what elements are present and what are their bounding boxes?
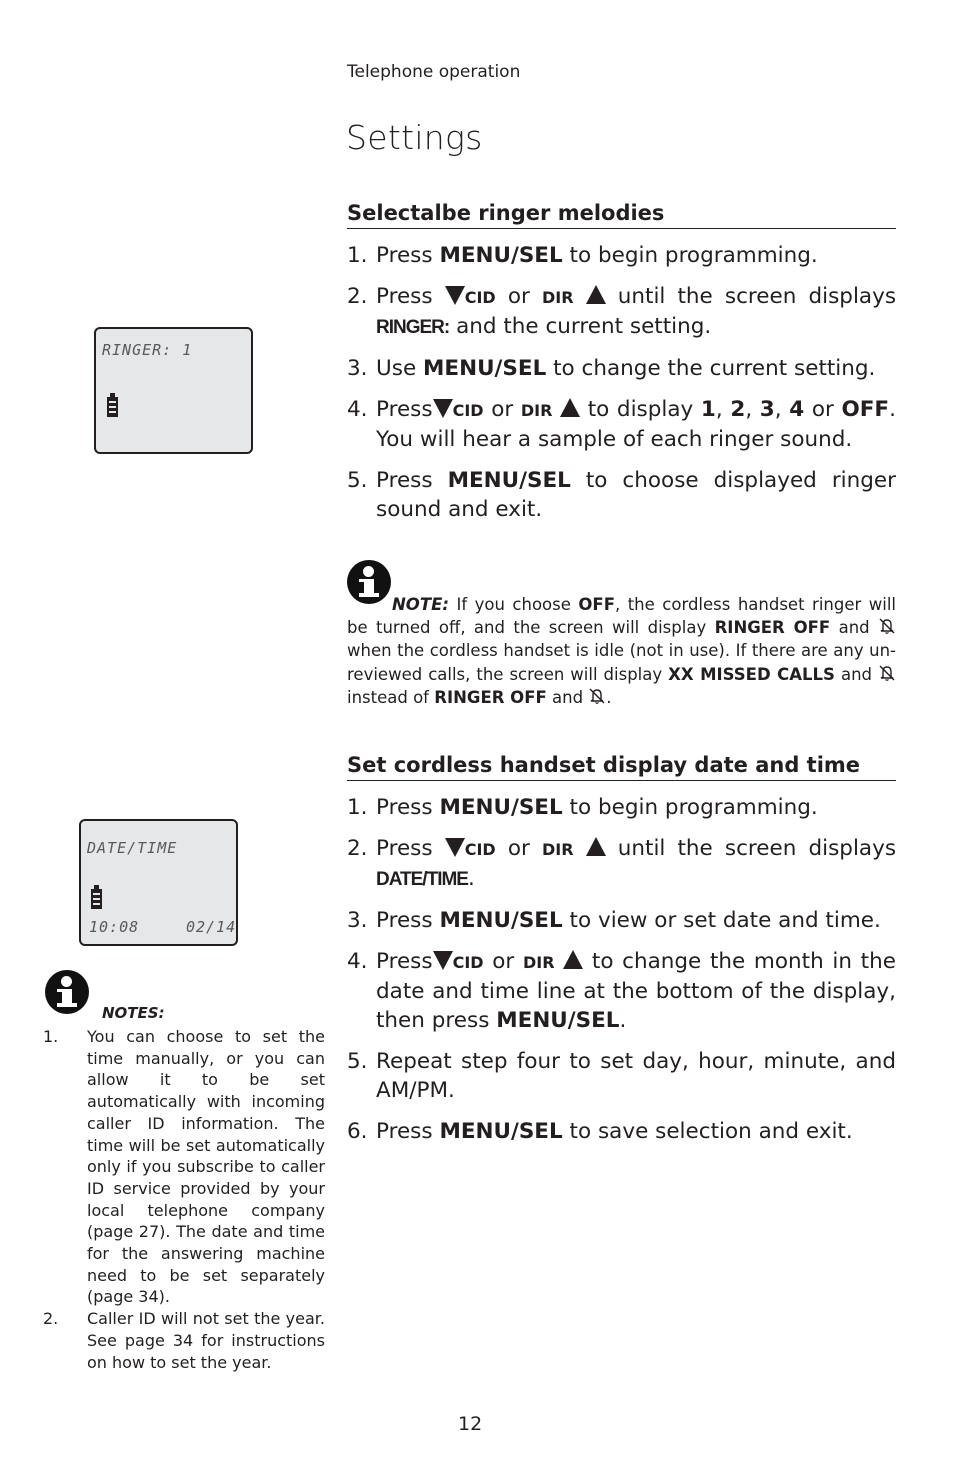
dir-key: DIR [541, 288, 574, 307]
cid-key: CID [464, 288, 496, 307]
ringer-section-heading: Selectalbe ringer melodies [347, 201, 896, 229]
up-arrow-icon [560, 398, 580, 417]
date-step-4: 4. Press CID or DIR to change the month in the date and time line at the bottom of the display, then press MENU/SEL. [347, 949, 896, 1033]
lcd-date-time-display [79, 819, 238, 946]
date-step-1: 1. Press MENU/SEL to begin programming. [347, 795, 818, 820]
ringer-step-4: 4. Press CID or DIR to display 1, 2, 3, 4 or OFF. You will hear a sample of each ringer sound. [347, 397, 896, 452]
down-arrow-icon [433, 951, 453, 970]
up-arrow-icon [563, 950, 583, 969]
cid-key: CID [452, 401, 484, 420]
date-step-3: 3. Press MENU/SEL to view or set date and time. [347, 908, 881, 933]
lcd-date: 02/14 [186, 918, 237, 936]
notes-label: NOTES: [102, 1004, 165, 1022]
ringer-off-icon [878, 664, 896, 682]
down-arrow-icon [445, 838, 465, 857]
cid-key: CID [464, 840, 496, 859]
ringer-step-2: 2. Press CID or DIR until the screen displays RINGER: and the current setting. [347, 284, 897, 339]
ringer-step-5: 5. Press MENU/SEL to choose displayed ringer sound and exit. [347, 468, 896, 522]
down-arrow-icon [433, 399, 453, 418]
menu-sel-key: MENU/SEL [439, 795, 563, 820]
ringer-step-3: 3. Use MENU/SEL to change the current setting. [347, 356, 876, 381]
ringer-off-icon [878, 617, 896, 635]
up-arrow-icon [586, 837, 606, 856]
battery-icon [107, 397, 118, 417]
menu-sel-key: MENU/SEL [439, 1119, 563, 1144]
date-section-heading: Set cordless handset display date and time [347, 753, 896, 781]
down-arrow-icon [445, 286, 465, 305]
dir-key: DIR [522, 953, 555, 972]
date-step-6: 6. Press MENU/SEL to save selection and exit. [347, 1119, 853, 1144]
menu-sel-key: MENU/SEL [447, 468, 571, 493]
page-number: 12 [458, 1413, 483, 1435]
menu-sel-key: MENU/SEL [496, 1008, 620, 1033]
menu-sel-key: MENU/SEL [439, 243, 563, 268]
page-title: Settings [346, 118, 483, 157]
screen-word-date-time: DATE/TIME [376, 869, 468, 890]
info-icon [45, 970, 89, 1014]
note-item: 2. Caller ID will not set the year. See page 34 for instructions on how to set the year. [43, 1309, 325, 1372]
lcd-date-time-line: DATE/TIME [87, 839, 178, 857]
dir-key: DIR [541, 840, 574, 859]
lcd-time: 10:08 [89, 918, 140, 936]
notes-list [43, 1026, 325, 1373]
menu-sel-key: MENU/SEL [439, 908, 563, 933]
date-steps-list [347, 793, 896, 1158]
running-header: Telephone operation [347, 62, 521, 82]
menu-sel-key: MENU/SEL [423, 356, 547, 381]
battery-icon [91, 889, 102, 909]
ringer-note: NOTE: If you choose OFF, the cordless handset ringer will be turned off, and the screen will display RINGER OFF and when the cordless handset is idle (not in use). If there are any un-reviewed calls, the screen will display XX MISSED CALLS and instead of RINGER OFF and . [347, 595, 897, 707]
lcd-ringer-display [94, 327, 253, 454]
cid-key: CID [452, 953, 484, 972]
up-arrow-icon [586, 285, 606, 304]
screen-word-ringer: RINGER: [376, 317, 450, 338]
note-item: 1. You can choose to set the time manually, or you can allow it to be set automatically with incoming caller ID information. The time will be set automatically only if you subscribe to caller ID service provided by your local telephone company (page 27). The date and time for the answering machine need to be set separately (page 34). [43, 1027, 325, 1307]
date-step-5: 5. Repeat step four to set day, hour, minute, and AM/PM. [347, 1049, 896, 1103]
lcd-ringer-line: RINGER: 1 [102, 341, 193, 359]
ringer-steps-list [347, 241, 896, 536]
ringer-step-1: 1. Press MENU/SEL to begin programming. [347, 243, 818, 268]
dir-key: DIR [520, 401, 553, 420]
date-step-2: 2. Press CID or DIR until the screen displays DATE/TIME. [347, 836, 897, 891]
ringer-off-icon [588, 687, 606, 705]
